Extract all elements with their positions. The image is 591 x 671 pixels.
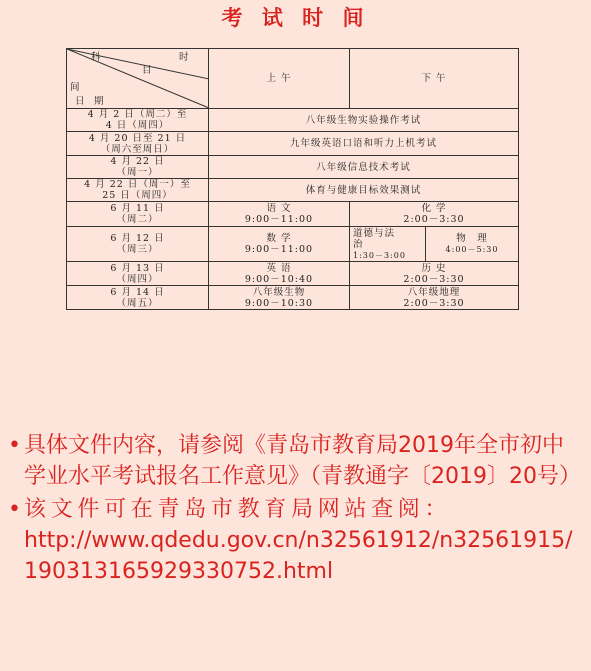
pm-exam-cell [350, 202, 519, 227]
note-text: 具体文件内容，请参阅《青岛市教育局2019年全市初中学业水平考试报名工作意见》（青教通字〔2019〕20号） [24, 433, 581, 489]
am-exam-cell [209, 262, 350, 286]
exam-time: 2:00－3:30 [403, 297, 465, 309]
pm-exam-cell-1 [350, 227, 426, 262]
pm-exam-cell-2 [426, 227, 519, 262]
corner-date-label: 日 期 [75, 96, 104, 107]
am-exam-cell [209, 286, 350, 310]
note-text: 该文件可在青岛市教育局网站查阅： [24, 497, 452, 522]
subject-name: 英 语 [266, 262, 292, 274]
date-line: （周四） [116, 273, 159, 285]
date-line: （周二） [116, 214, 159, 225]
table-row [67, 179, 519, 202]
date-line: 4 日（周四） [105, 120, 170, 131]
page-title: 考 试 时 间 [221, 6, 370, 30]
exam-cell: 体育与健康目标效果测试 [209, 179, 519, 202]
date-line: 6 月 13 日 [110, 262, 165, 274]
exam-cell: 九年级英语口语和听力上机考试 [209, 132, 519, 156]
pm-exam-cell [350, 286, 519, 310]
table-row [67, 156, 519, 179]
corner-time-label-1: 时 [179, 52, 189, 63]
date-line: 4 月 2 日（周二）至 [87, 109, 188, 120]
subject-name: 物 理 [456, 233, 488, 244]
exam-time: 2:00－3:30 [403, 273, 465, 285]
exam-schedule-table [66, 48, 518, 312]
date-line: 6 月 11 日 [110, 203, 165, 214]
table-row [67, 202, 519, 227]
date-line: 25 日（周四） [102, 190, 173, 201]
table-row [67, 227, 519, 262]
date-line: （周三） [116, 244, 159, 255]
bullet-icon: • [8, 497, 21, 522]
note-item-website [10, 494, 585, 587]
date-line: （周六至周日） [100, 143, 175, 155]
exam-time: 9:00－10:30 [244, 297, 314, 309]
date-line: 6 月 12 日 [110, 233, 165, 244]
pm-header: 下 午 [350, 49, 519, 109]
corner-subject-label-2: 目 [142, 65, 152, 76]
subject-name: 历 史 [421, 262, 447, 274]
corner-subject-label-1: 科 [91, 52, 101, 63]
exam-time: 4:00－5:30 [445, 245, 499, 254]
subject-name: 化 学 [421, 203, 447, 214]
date-line: 6 月 14 日 [110, 286, 165, 298]
subject-name: 八年级生物 [252, 286, 306, 298]
am-header: 上 午 [209, 49, 350, 109]
note-item-document [10, 430, 585, 492]
exam-time: 9:00－10:40 [244, 273, 314, 285]
table-row [67, 132, 519, 156]
am-exam-cell [209, 202, 350, 227]
table-row [67, 286, 519, 310]
date-line: 4 月 22 日 [110, 156, 165, 167]
date-line: 4 月 22 日（周一）至 [84, 179, 191, 190]
bullet-icon: • [8, 433, 21, 458]
exam-time: 2:00－3:30 [403, 214, 465, 225]
subject-name-cont: 治 [353, 238, 364, 250]
subject-name: 道德与法 [353, 227, 396, 239]
subject-name: 数 学 [266, 233, 292, 244]
date-line: （周五） [116, 297, 159, 309]
notes-section [10, 430, 585, 589]
subject-name: 八年级地理 [407, 286, 461, 298]
exam-time: 9:00－11:00 [244, 244, 314, 255]
exam-cell: 八年级信息技术考试 [209, 156, 519, 179]
exam-time: 1:30－3:00 [353, 250, 406, 260]
exam-time: 9:00－11:00 [244, 214, 314, 225]
am-exam-cell [209, 227, 350, 262]
exam-cell: 八年级生物实验操作考试 [209, 109, 519, 132]
table-corner-header [67, 49, 209, 109]
date-line: 4 月 20 日至 21 日 [88, 132, 187, 144]
table-row [67, 109, 519, 132]
pm-exam-cell [350, 262, 519, 286]
corner-time-label-2: 间 [70, 82, 80, 93]
table-row [67, 262, 519, 286]
date-line: （周一） [116, 167, 159, 178]
subject-name: 语 文 [266, 203, 292, 214]
document-url-link[interactable]: http://www.qdedu.gov.cn/n32561912/n32561915/190313165929330752.html [24, 528, 573, 584]
